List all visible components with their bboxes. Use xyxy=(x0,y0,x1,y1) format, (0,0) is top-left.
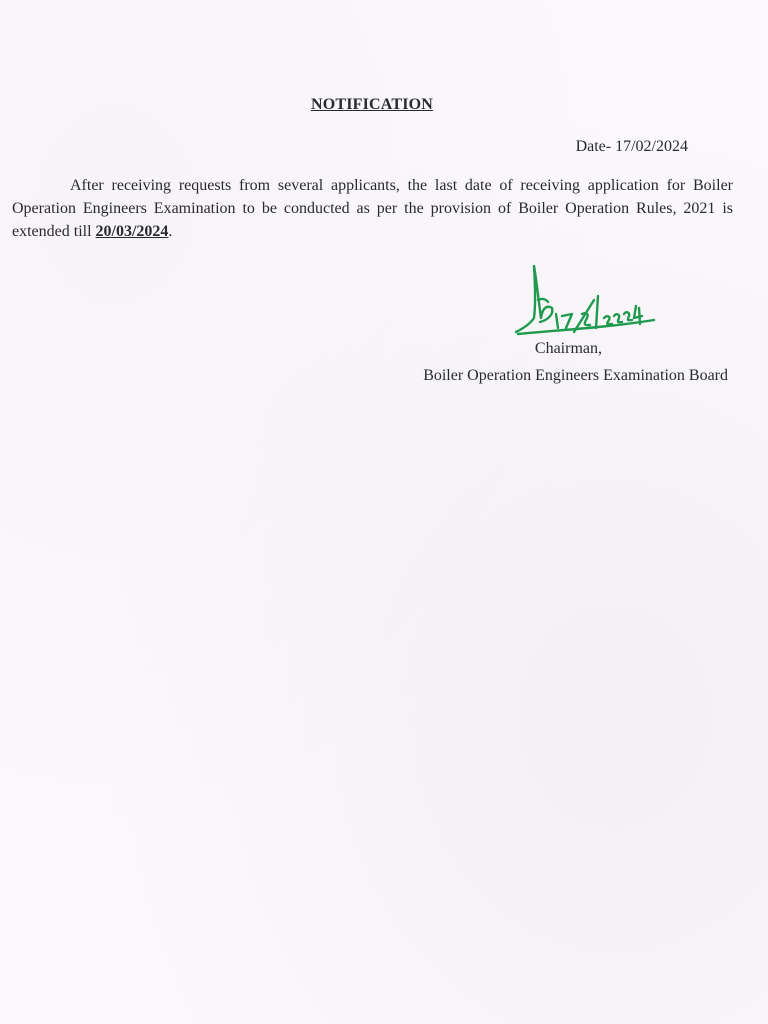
notice-body xyxy=(12,174,733,243)
notice-date: Date- 17/02/2024 xyxy=(575,138,688,155)
handwritten-signature xyxy=(508,258,668,348)
notice-body-text: After receiving requests from several applicants, the last date of receiving application for Boiler Operation Engineers Examination to be conducted as per the provision of Boiler Operation Rules, 2021 is extended till xyxy=(12,177,733,240)
extended-date: 20/03/2024 xyxy=(95,223,169,240)
signatory-organization: Boiler Operation Engineers Examination Board xyxy=(423,367,728,384)
notice-title: NOTIFICATION xyxy=(310,96,434,113)
notice-body-end: . xyxy=(168,223,173,240)
signatory-designation: Chairman, xyxy=(534,340,602,357)
